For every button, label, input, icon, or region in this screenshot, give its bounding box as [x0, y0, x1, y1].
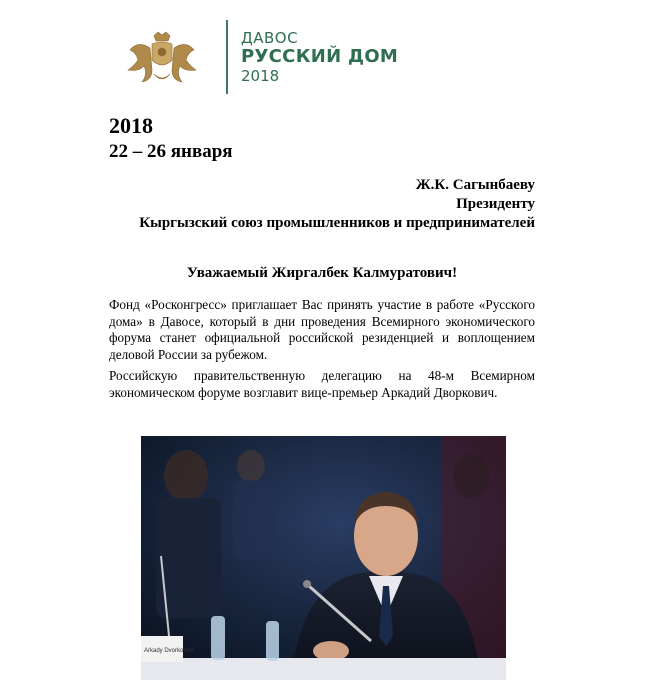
nameplate-text: Arkady Dvorkovich	[144, 648, 195, 654]
logo-wordmark	[241, 30, 398, 86]
recipient-organization: Кыргызский союз промышленников и предпринимателей	[139, 215, 535, 231]
event-year: 2018	[109, 113, 153, 138]
speaker-photo	[141, 436, 506, 680]
logo-divider	[226, 20, 228, 94]
recipient-position: Президенту	[456, 196, 535, 212]
salutation: Уважаемый Жиргалбек Калмуратович!	[186, 265, 458, 281]
paragraph-invitation: Фонд «Росконгресс» приглашает Вас принять участие в работе «Русского дома» в Давосе, который в дни проведения Всемирного экономического форума станет официальной российской резиденцией и воплощением деловой России за рубежом.	[109, 297, 535, 362]
paragraph-delegation: Российскую правительственную делегацию на 48-м Всемирном экономическом форуме возглавит вице-премьер Аркадий Дворкович.	[109, 368, 535, 400]
recipient-name: Ж.К. Сагынбаеву	[415, 177, 535, 193]
russia-house-emblem-icon	[124, 30, 200, 86]
recipient-block	[139, 176, 535, 233]
event-dates: 22 – 26 января	[109, 141, 233, 162]
logo-line-davos: ДАВОС	[241, 29, 299, 47]
logo-line-russian-house: РУССКИЙ ДОМ	[241, 46, 399, 67]
logo-line-year: 2018	[241, 67, 280, 85]
